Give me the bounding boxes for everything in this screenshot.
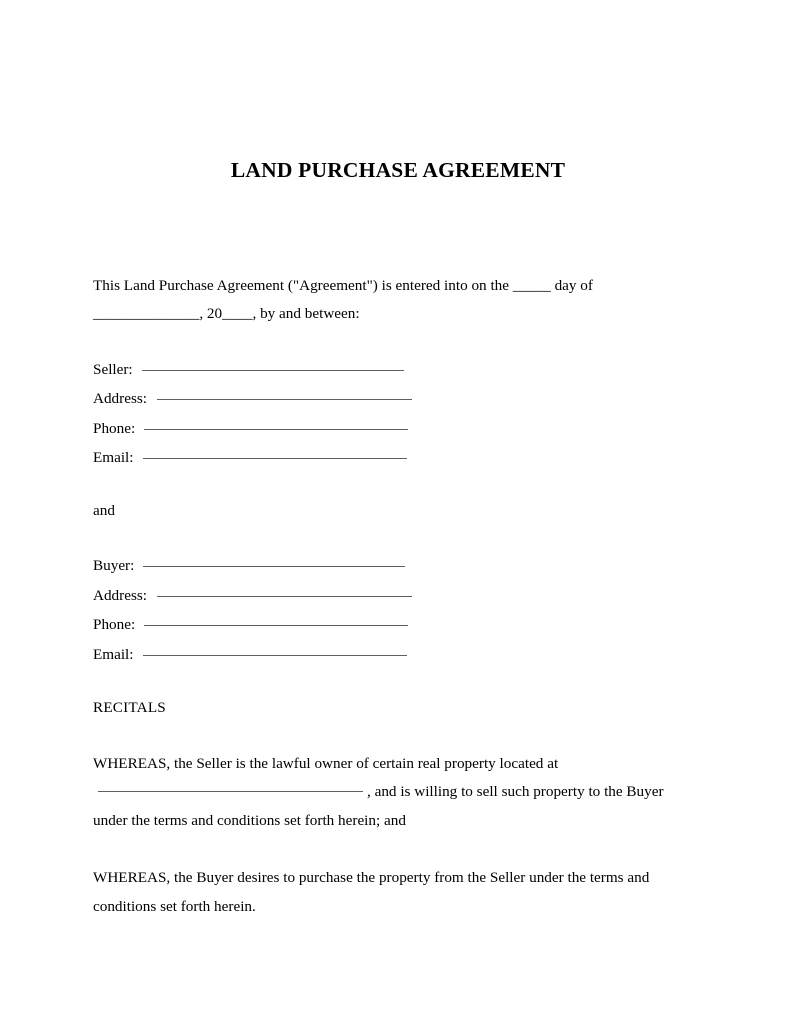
recital-2-line-1: WHEREAS, the Buyer desires to purchase the property from the Seller under the terms and (93, 869, 650, 887)
buyer-address-input-rule[interactable] (157, 596, 412, 597)
recital-1-line-3: under the terms and conditions set forth herein; and (93, 811, 406, 829)
buyer-email-input-rule[interactable] (143, 655, 407, 656)
buyer-phone-input-rule[interactable] (144, 625, 408, 626)
buyer-party-block (93, 551, 693, 669)
seller-phone-row (93, 414, 693, 444)
seller-address-input-rule[interactable] (157, 399, 412, 400)
intro-month-blank[interactable]: ______________ (93, 305, 200, 323)
buyer-address-row (93, 581, 693, 611)
buyer-email-label: Email: (93, 645, 134, 663)
seller-phone-label: Phone: (93, 419, 136, 437)
buyer-phone-row (93, 610, 693, 640)
seller-email-label: Email: (93, 449, 134, 467)
recital-2-line-2: conditions set forth herein. (93, 897, 256, 915)
intro-text-part-1: This Land Purchase Agreement ("Agreement") is entered into on the (93, 276, 513, 294)
seller-address-row (93, 384, 693, 414)
seller-party-block (93, 355, 693, 473)
recital-1-line-2-text: , and is willing to sell such property to the Buyer (367, 783, 664, 801)
property-location-input-rule[interactable] (98, 791, 363, 792)
seller-phone-input-rule[interactable] (144, 429, 408, 430)
seller-email-row (93, 443, 693, 473)
recital-clause-1 (93, 750, 693, 836)
page-title: LAND PURCHASE AGREEMENT (230, 158, 566, 182)
intro-day-blank[interactable]: _____ (512, 276, 551, 294)
intro-text-part-2: day of (550, 276, 593, 294)
intro-year-blank[interactable]: ____ (222, 305, 253, 323)
recitals-heading: RECITALS (93, 699, 166, 717)
recital-1-line-1: WHEREAS, the Seller is the lawful owner of certain real property located at (93, 754, 559, 772)
seller-name-input-rule[interactable] (142, 370, 404, 371)
buyer-phone-label: Phone: (93, 616, 136, 634)
buyer-name-label: Buyer: (93, 557, 135, 575)
intro-text-part-3: , 20 (199, 305, 223, 323)
document-content (93, 0, 693, 921)
seller-address-label: Address: (93, 390, 147, 408)
seller-email-input-rule[interactable] (143, 458, 407, 459)
buyer-name-input-rule[interactable] (143, 566, 405, 567)
seller-name-row (93, 355, 693, 385)
intro-text-part-4: , by and between: (252, 305, 360, 323)
buyer-address-label: Address: (93, 586, 147, 604)
buyer-email-row (93, 640, 693, 670)
parties-connector: and (93, 501, 115, 519)
seller-name-label: Seller: (93, 360, 133, 378)
buyer-name-row (93, 551, 693, 581)
recital-clause-2 (93, 864, 693, 921)
intro-paragraph (93, 272, 689, 329)
recital-1-line-2 (93, 778, 693, 807)
